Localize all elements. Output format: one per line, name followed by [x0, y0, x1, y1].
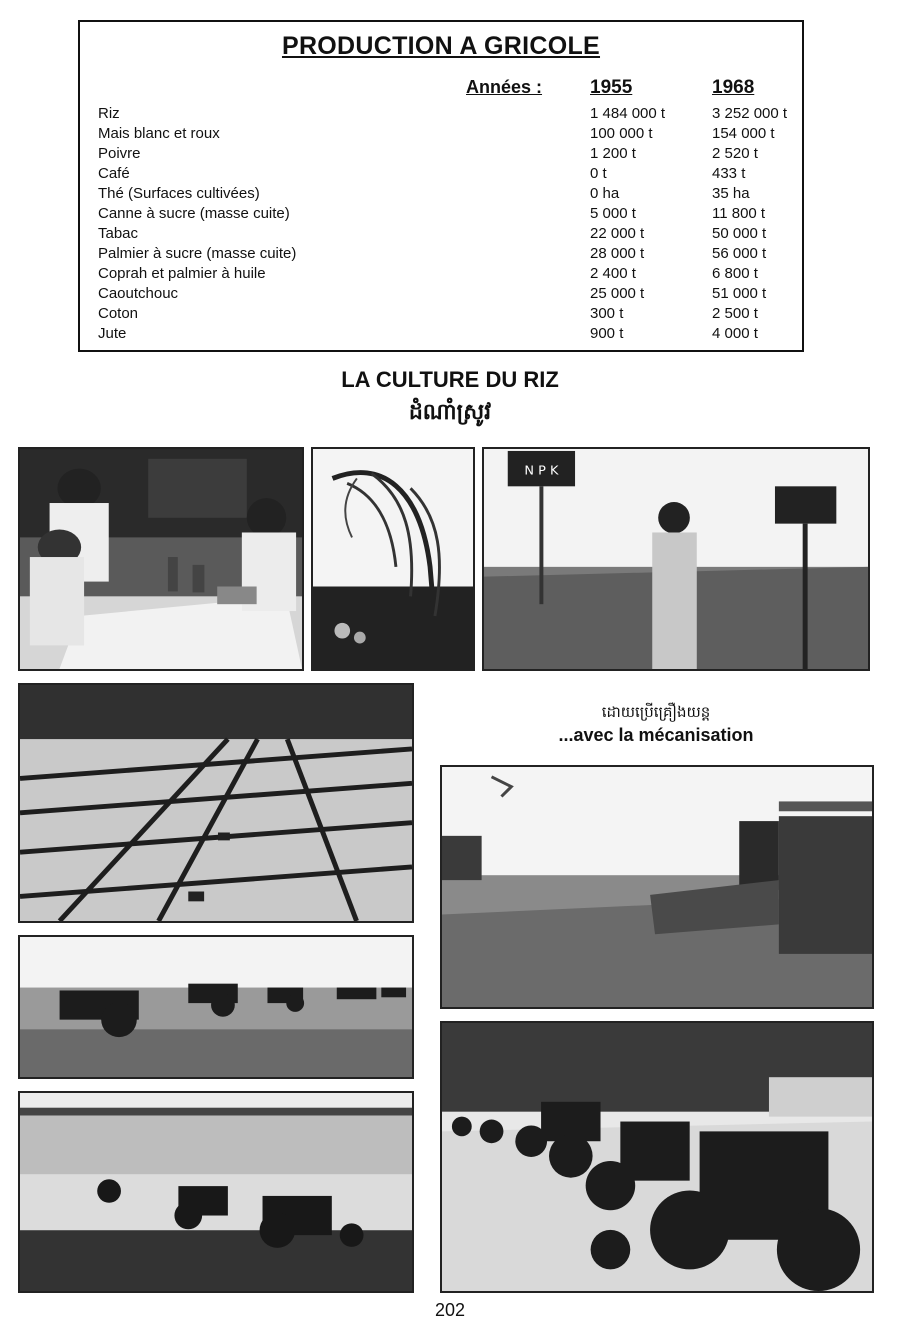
photo-combine-harvester: [440, 765, 874, 1009]
table-row: [98, 284, 798, 304]
value-1968: 56 000 t: [712, 245, 767, 262]
value-1955: 300 t: [590, 305, 624, 322]
value-1968: 433 t: [712, 165, 746, 182]
section-title: LA CULTURE DU RIZ: [341, 367, 559, 392]
table-row: [98, 204, 798, 224]
value-1968: 2 520 t: [712, 145, 758, 162]
years-label: Années :: [466, 77, 543, 97]
value-1955: 28 000 t: [590, 245, 645, 262]
value-1955: 0 ha: [590, 185, 620, 202]
product-name: Poivre: [98, 145, 141, 162]
table-row: [98, 304, 798, 324]
photo-rice-stalk: [311, 447, 475, 671]
value-1955: 900 t: [590, 325, 624, 342]
product-name: Caoutchouc: [98, 285, 179, 302]
value-1968: 35 ha: [712, 185, 750, 202]
value-1955: 0 t: [590, 165, 607, 182]
value-1968: 154 000 t: [712, 125, 775, 142]
mecanisation-caption: ...avec la mécanisation: [558, 725, 754, 745]
product-name: Jute: [98, 325, 127, 342]
product-name: Coprah et palmier à huile: [98, 265, 266, 282]
table-row: [98, 244, 798, 264]
table-rows: [98, 104, 798, 344]
product-name: Palmier à sucre (masse cuite): [98, 245, 297, 262]
production-table-box: [78, 20, 804, 352]
value-1955: 1 484 000 t: [590, 105, 666, 122]
product-name: Mais blanc et roux: [98, 125, 220, 142]
mecanisation-khmer-caption: ដោយប្រើគ្រឿងយន្ត: [601, 704, 711, 721]
value-1968: 50 000 t: [712, 225, 767, 242]
value-1968: 6 800 t: [712, 265, 758, 282]
photo-fertilizer-field: [482, 447, 870, 671]
photo-tractor-convoy: [440, 1021, 874, 1293]
product-name: Coton: [98, 305, 139, 322]
table-row: [98, 104, 798, 124]
value-1955: 22 000 t: [590, 225, 645, 242]
value-1968: 2 500 t: [712, 305, 758, 322]
value-1968: 4 000 t: [712, 325, 758, 342]
value-1955: 5 000 t: [590, 205, 636, 222]
photo-rice-paddies: [18, 683, 414, 923]
table-title: PRODUCTION A GRICOLE: [281, 32, 601, 60]
value-1955: 2 400 t: [590, 265, 636, 282]
value-1968: 51 000 t: [712, 285, 767, 302]
table-row: [98, 264, 798, 284]
table-row: [98, 184, 798, 204]
value-1955: 1 200 t: [590, 145, 636, 162]
product-name: Riz: [98, 105, 120, 122]
section-khmer-title: ដំណាំស្រូវ: [408, 399, 492, 424]
product-name: Thé (Surfaces cultivées): [98, 185, 260, 202]
value-1955: 100 000 t: [590, 125, 653, 142]
table-row: [98, 164, 798, 184]
product-name: Café: [98, 165, 130, 182]
year-1968-header: 1968: [712, 77, 755, 98]
table-row: [98, 144, 798, 164]
photo-tractors-field: [18, 1091, 414, 1293]
table-row: [98, 224, 798, 244]
photo-laboratory: [18, 447, 304, 671]
year-1955-header: 1955: [590, 77, 633, 98]
product-name: Canne à sucre (masse cuite): [98, 205, 290, 222]
product-name: Tabac: [98, 225, 139, 242]
page-number: 202: [434, 1300, 466, 1320]
value-1955: 25 000 t: [590, 285, 645, 302]
table-row: [98, 324, 798, 344]
photo-tractors-ploughing: [18, 935, 414, 1079]
value-1968: 11 800 t: [712, 205, 766, 222]
npk-sign-text: N P K: [524, 463, 559, 479]
table-row: [98, 124, 798, 144]
value-1968: 3 252 000 t: [712, 105, 788, 122]
